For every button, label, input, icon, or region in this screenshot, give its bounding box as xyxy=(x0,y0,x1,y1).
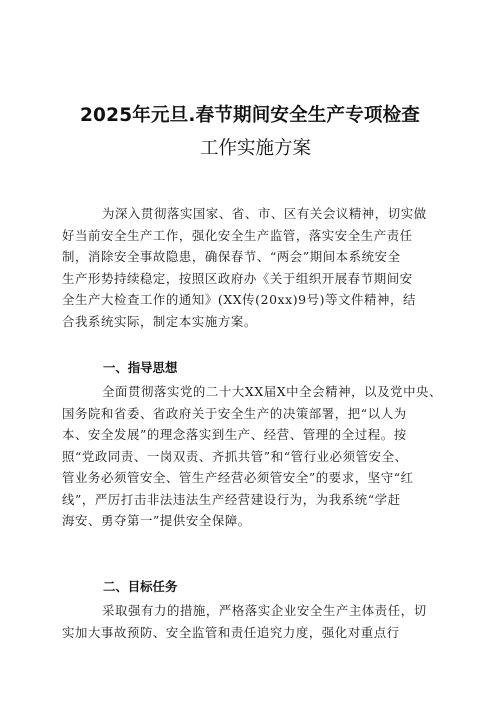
document-title-line-2: 工作实施方案 xyxy=(200,138,312,159)
paragraph-line: 实加大事故预防、安全监管和责任追究力度，强化对重点行 xyxy=(62,624,400,640)
paragraph-guiding-ideology xyxy=(62,381,442,532)
paragraph-line: 线”，严厉打击非法违法生产经营建设行为，为我系统“学赶 xyxy=(62,491,401,507)
paragraph-objectives xyxy=(62,600,442,643)
paragraph-line: 为深入贯彻落实国家、省、市、区有关会议精神，切实做 xyxy=(102,206,427,221)
paragraph-line: 合我系统实际，制定本实施方案。 xyxy=(62,313,257,329)
paragraph-line: 照“党政同责、一岗双责、齐抓共管”和“管行业必须管安全、 xyxy=(62,448,408,464)
paragraph-line: 全面贯彻落实党的二十大XX届X中全会精神，以及党中央、 xyxy=(102,384,443,399)
section-heading-objectives: 二、目标任务 xyxy=(103,579,178,594)
paragraph-line: 全生产大检查工作的通知》(XX传(20xx)9号)等文件精神，结 xyxy=(62,292,417,307)
document-title-line-1: 2025年元旦.春节期间安全生产专项检查 xyxy=(79,105,421,126)
paragraph-line: 管业务必须管安全、管生产经营必须管安全”的要求，坚守“红 xyxy=(62,470,414,485)
paragraph-line: 制，消除安全事故隐患，确保春节、“两会”期间本系统安全 xyxy=(62,249,401,264)
paragraph-line: 采取强有力的措施，严格落实企业安全生产主体责任，切 xyxy=(102,603,427,618)
paragraph-intro xyxy=(62,203,442,332)
paragraph-line: 本、安全发展”的理念落实到生产、经营、管理的全过程。按 xyxy=(62,427,407,442)
paragraph-line: 生产形势持续稳定，按照区政府办《关于组织开展春节期间安 xyxy=(62,270,413,286)
paragraph-line: 好当前安全生产工作，强化安全生产监管，落实安全生产责任 xyxy=(62,227,413,243)
paragraph-line: 国务院和省委、省政府关于安全生产的决策部署，把“以人为 xyxy=(62,405,407,421)
section-heading-guiding-ideology: 一、指导思想 xyxy=(103,360,178,375)
paragraph-line: 海安、勇夺第一”提供安全保障。 xyxy=(62,513,251,528)
